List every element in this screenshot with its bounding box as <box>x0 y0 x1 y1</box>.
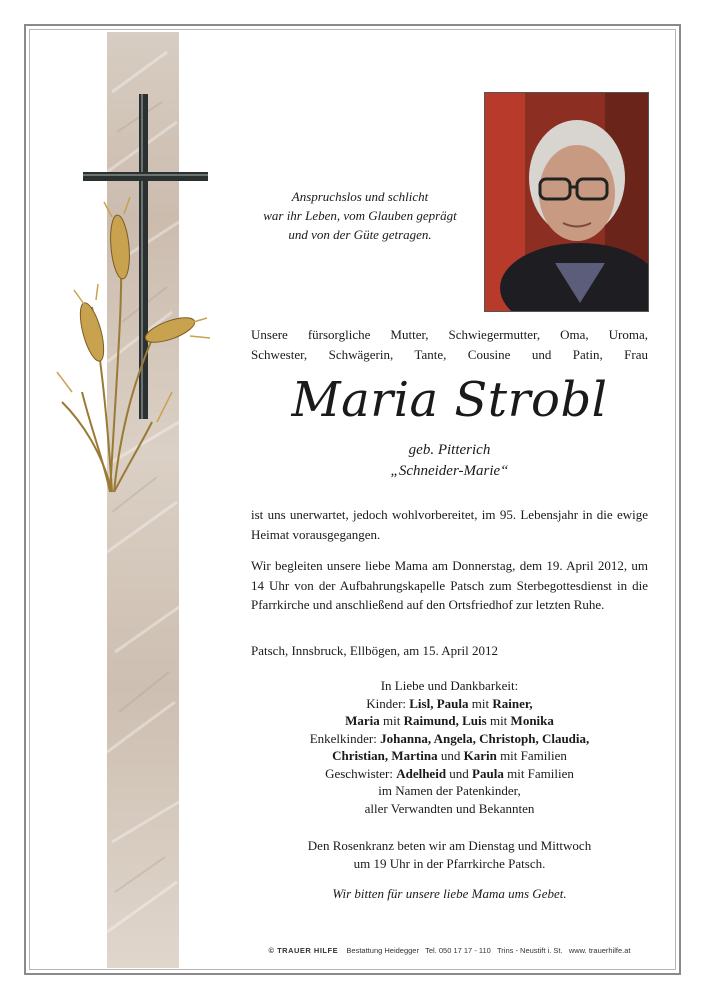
sibling-name: Paula <box>472 765 504 781</box>
intro-line: Unsere fürsorgliche Mutter, Schwiegermutter, Oma, Uroma, <box>251 327 648 342</box>
grandchildren-names: Johanna, Angela, Christoph, Claudia, <box>380 730 590 746</box>
grandchildren-line-1 <box>251 730 648 748</box>
grandchildren-names: Karin <box>463 748 497 763</box>
children-names: Lisl, Paula <box>409 695 469 711</box>
portrait-image <box>485 93 648 311</box>
footer-phone: Tel. 050 17 17 - 110 <box>425 946 491 955</box>
intro-text <box>251 325 648 365</box>
siblings-line <box>251 765 648 783</box>
connector: mit Familien <box>496 748 567 763</box>
mourners-list <box>251 677 648 817</box>
children-label: Kinder: <box>366 695 410 711</box>
death-notice: ist uns unerwartet, jedoch wohlvorbereitet, im 95. Lebensjahr in die ewige Heimat vorausgegangen. <box>251 507 648 542</box>
grandchildren-names: Christian, Martina <box>332 748 438 763</box>
connector: und <box>437 748 464 763</box>
mourners-intro: In Liebe und Dankbarkeit: <box>380 678 519 693</box>
rosary-line: um 19 Uhr in der Pfarrkirche Patsch. <box>353 855 546 871</box>
rosary-info <box>251 837 648 872</box>
rosary-line: Den Rosenkranz beten wir am Dienstag und Mittwoch <box>307 838 592 853</box>
children-names: Maria <box>345 713 380 728</box>
godchildren-line: im Namen der Patenkinder, <box>378 783 521 798</box>
children-line-2 <box>251 712 648 730</box>
place-date: Patsch, Innsbruck, Ellbögen, am 15. April 2012 <box>251 643 498 658</box>
quote-line: Anspruchslos und schlicht <box>291 189 429 204</box>
nickname: „Schneider-Marie“ <box>390 463 509 479</box>
footer <box>251 946 648 955</box>
cross-and-wheat-ornament <box>52 92 222 512</box>
children-line-1 <box>251 695 648 713</box>
quote-line: war ihr Leben, vom Glauben geprägt <box>263 208 457 223</box>
relatives-line: aller Verwandten und Bekannten <box>364 800 535 816</box>
connector: mit <box>379 713 404 728</box>
children-names: Rainer, <box>492 695 533 711</box>
children-names: Monika <box>510 713 554 728</box>
intro-line: Schwester, Schwägerin, Tante, Cousine und Patin, Frau <box>251 347 648 362</box>
funeral-info: Wir begleiten unsere liebe Mama am Donnerstag, dem 19. April 2012, um 14 Uhr von der Aufbahrungskapelle Patsch zum Sterbegottesdienst in die Pfarrkirche und anschließend auf den Ortsfriedhof zur letzten Ruhe. <box>251 558 648 612</box>
memorial-quote <box>240 187 480 244</box>
prayer-request: Wir bitten für unsere liebe Mama ums Gebet. <box>332 886 567 901</box>
connector: mit <box>468 695 493 711</box>
connector: mit <box>486 713 511 728</box>
connector: und <box>446 765 473 781</box>
portrait-photo <box>484 92 649 312</box>
grandchildren-line-2 <box>251 747 648 765</box>
siblings-label: Geschwister: <box>325 765 397 781</box>
deceased-name: Maria Strobl <box>291 372 608 428</box>
footer-company: Bestattung Heidegger <box>346 946 419 955</box>
sibling-name: Adelheid <box>396 765 447 781</box>
quote-line: und von der Güte getragen. <box>288 227 432 242</box>
connector: mit Familien <box>503 765 574 781</box>
footer-location: Trins - Neustift i. St. <box>496 946 563 955</box>
maiden-name-block <box>251 440 648 482</box>
footer-website[interactable]: www. trauerhilfe.at <box>568 946 631 955</box>
maiden-name: geb. Pitterich <box>408 442 491 458</box>
footer-logo: © TRAUER HILFE <box>268 946 339 955</box>
children-names: Raimund, Luis <box>403 713 487 728</box>
grandchildren-label: Enkelkinder: <box>309 730 381 746</box>
